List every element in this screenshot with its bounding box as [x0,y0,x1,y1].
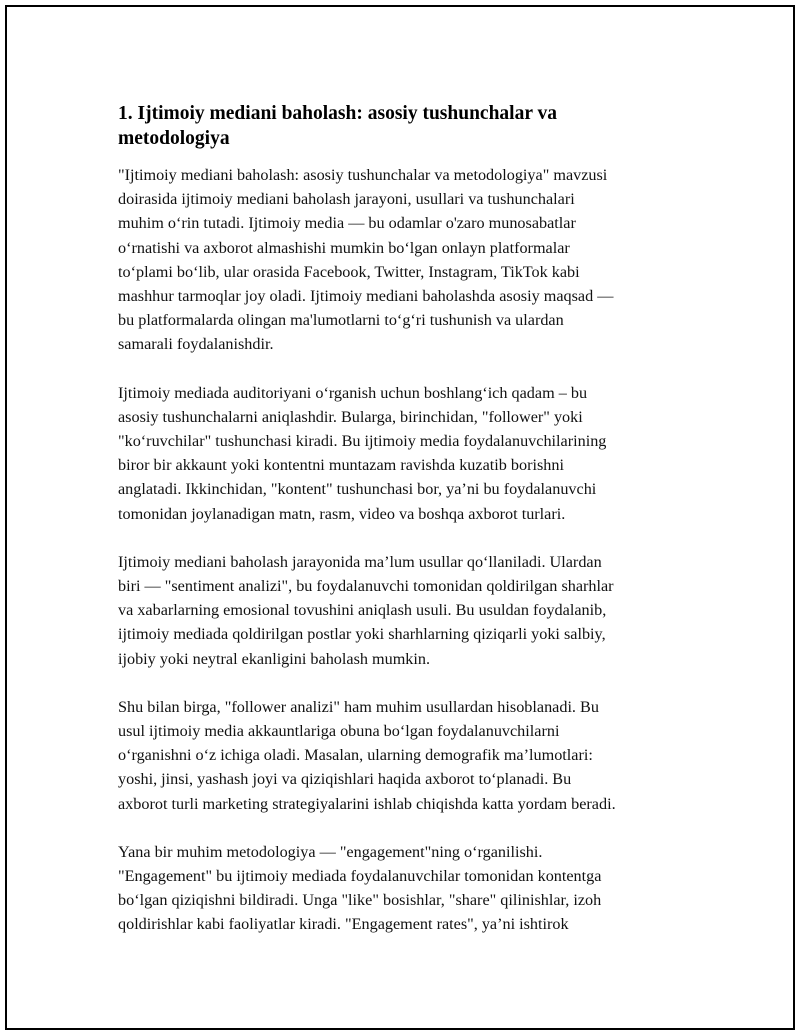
text-line: doirasida ijtimoiy mediani baholash jarayoni, usullari va tushunchalari [118,190,575,209]
text-line: ijobiy yoki neytral ekanligini baholash mumkin. [118,649,431,668]
paragraph-intro [118,163,708,357]
text-line: ijtimoiy mediada qoldirilgan postlar yoki sharhlarning qiziqarli yoki salbiy, [118,625,606,644]
page-frame [5,5,795,1030]
text-line: samarali foydalanishdir. [118,335,274,354]
section-heading [118,101,708,151]
text-line: qoldirishlar kabi faoliyatlar kiradi. "Engagement rates", ya’ni ishtirok [118,915,569,934]
text-line: biri — "sentiment analizi", bu foydalanuvchi tomonidan qoldirilgan sharhlar [118,577,614,596]
text-line: Ijtimoiy mediani baholash jarayonida ma’lum usullar qoʻllaniladi. Ulardan [118,552,602,571]
text-line: usul ijtimoiy media akkauntlariga obuna boʻlgan foydalanuvchilarni [118,722,560,741]
paragraph-engagement [118,840,708,937]
text-line: yoshi, jinsi, yashash joyi va qiziqishlari haqida axborot toʻplanadi. Bu [118,770,572,789]
text-line: "Engagement" bu ijtimoiy mediada foydalanuvchilar tomonidan kontentga [118,867,602,886]
text-line: Shu bilan birga, "follower analizi" ham muhim usullardan hisoblanadi. Bu [118,697,599,716]
text-line: oʻrganishni oʻz ichiga oladi. Masalan, ularning demografik ma’lumotlari: [118,746,593,765]
text-line: bu platformalarda olingan ma'lumotlarni toʻgʻri tushunish va ulardan [118,311,564,330]
paragraph-concepts [118,381,708,526]
paragraph-sentiment [118,550,708,671]
document-body [118,97,708,961]
text-line: toʻplami boʻlib, ular orasida Facebook, Twitter, Instagram, TikTok kabi [118,262,580,281]
text-line: Yana bir muhim metodologiya — "engagement"ning oʻrganilishi. [118,842,543,861]
text-line: axborot turli marketing strategiyalarini ishlab chiqishda katta yordam beradi. [118,794,616,813]
text-line: mashhur tarmoqlar joy oladi. Ijtimoiy mediani baholashda asosiy maqsad — [118,287,614,306]
text-line: anglatadi. Ikkinchidan, "kontent" tushunchasi bor, ya’ni bu foydalanuvchi [118,480,597,499]
text-line: tomonidan joylanadigan matn, rasm, video va boshqa axborot turlari. [118,504,566,523]
text-line: va xabarlarning emosional tovushini aniqlash usuli. Bu usuldan foydalanib, [118,601,607,620]
text-line: muhim oʻrin tutadi. Ijtimoiy media — bu odamlar o'zaro munosabatlar [118,214,576,233]
text-line: "Ijtimoiy mediani baholash: asosiy tushunchalar va metodologiya" mavzusi [118,166,608,184]
text-line: Ijtimoiy mediada auditoriyani oʻrganish uchun boshlangʻich qadam – bu [118,383,588,402]
text-line: "koʻruvchilar" tushunchasi kiradi. Bu ijtimoiy media foydalanuvchilarining [118,432,607,451]
text-line: biror bir akkaunt yoki kontentni muntazam ravishda kuzatib borishni [118,456,564,475]
text-line: oʻrnatishi va axborot almashishi mumkin boʻlgan onlayn platformalar [118,238,570,257]
heading-line: 1. Ijtimoiy mediani baholash: asosiy tushunchalar va [118,103,558,124]
paragraph-follower-analysis [118,695,708,816]
text-line: asosiy tushunchalarni aniqlashdir. Bularga, birinchidan, "follower" yoki [118,407,583,426]
heading-line: metodologiya [118,128,230,149]
text-line: boʻlgan qiziqishni bildiradi. Unga "like" bosishlar, "share" qilinishlar, izoh [118,891,602,910]
